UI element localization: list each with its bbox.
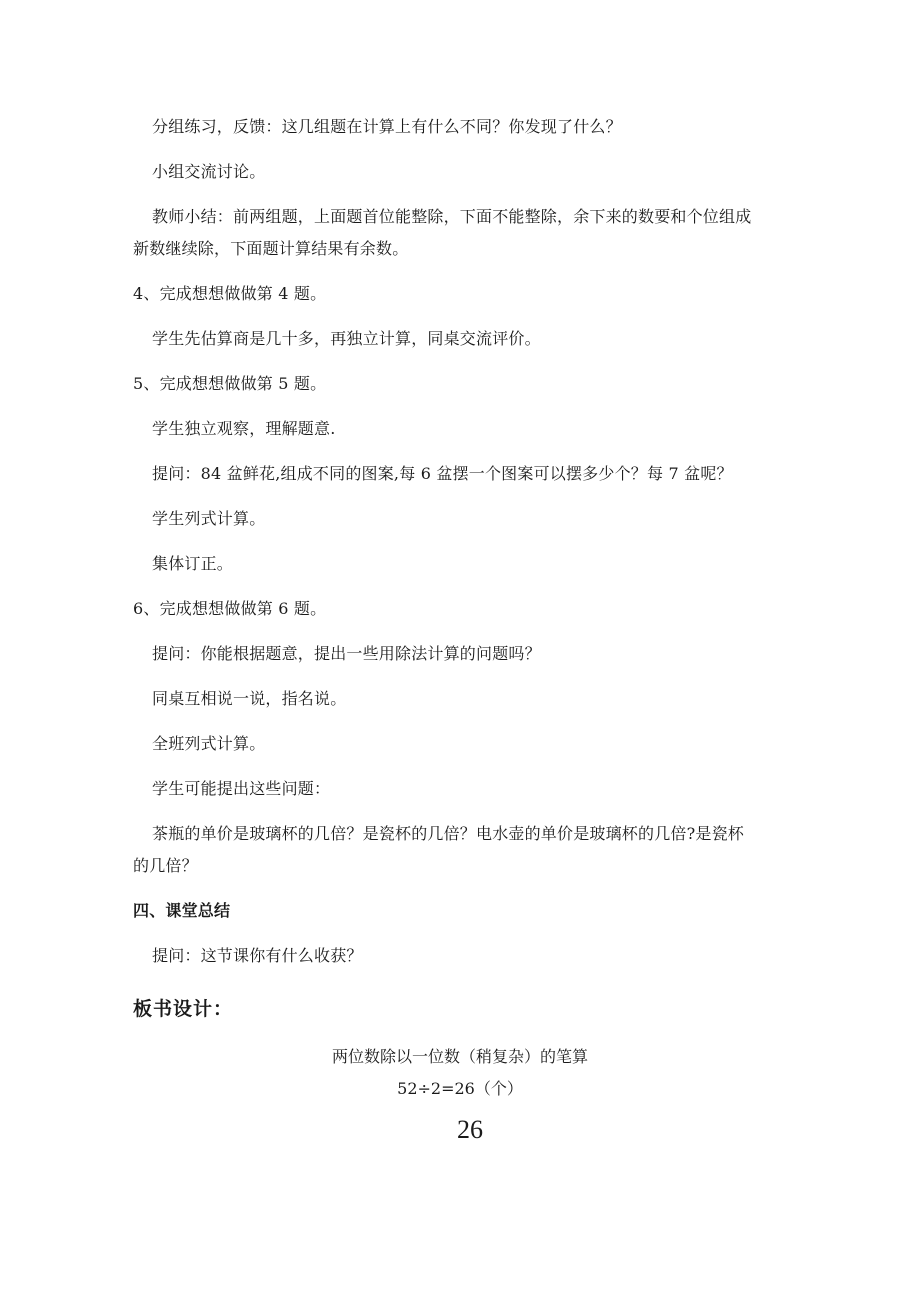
paragraph-teacher-summary-line2: 新数继续除，下面题计算结果有余数。 [133,239,409,258]
paragraph-price-questions-line2: 的几倍？ [133,856,198,875]
step-4-heading: 4、完成想想做做第 4 题。 [133,284,327,303]
board-equation: 52÷2=26（个） [397,1079,523,1098]
paragraph-price-questions-line1: 茶瓶的单价是玻璃杯的几倍？是瓷杯的几倍？电水壶的单价是玻璃杯的几倍?是瓷杯 [152,824,744,843]
step-5-heading: 5、完成想想做做第 5 题。 [133,374,327,393]
paragraph-group-discussion: 小组交流讨论。 [152,162,266,181]
paragraph-estimate: 学生先估算商是几十多，再独立计算，同桌交流评价。 [152,329,541,348]
paragraph-group-practice: 分组练习，反馈：这几组题在计算上有什么不同？你发现了什么？ [152,117,622,136]
paragraph-question-gains: 提问：这节课你有什么收获？ [152,946,363,965]
paragraph-correction: 集体订正。 [152,554,234,573]
paragraph-question-division: 提问：你能根据题意，提出一些用除法计算的问题吗？ [152,644,541,663]
paragraph-possible-questions: 学生可能提出这些问题： [152,779,331,798]
paragraph-class-calc: 全班列式计算。 [152,734,266,753]
board-design-heading: 板书设计： [133,998,234,1020]
paragraph-question-flowers: 提问：84 盆鲜花,组成不同的图案,每 6 盆摆一个图案可以摆多少个？每 7 盆呢？ [152,464,733,483]
board-title: 两位数除以一位数（稍复杂）的笔算 [331,1047,588,1066]
paragraph-observe: 学生独立观察，理解题意. [152,419,336,438]
page-number: 26 [457,1115,483,1144]
section-4-heading: 四、课堂总结 [133,901,231,920]
paragraph-student-calc: 学生列式计算。 [152,509,266,528]
paragraph-teacher-summary-line1: 教师小结：前两组题，上面题首位能整除，下面不能整除，余下来的数要和个位组成 [152,207,752,226]
paragraph-pair-talk: 同桌互相说一说，指名说。 [152,689,347,708]
step-6-heading: 6、完成想想做做第 6 题。 [133,599,327,618]
